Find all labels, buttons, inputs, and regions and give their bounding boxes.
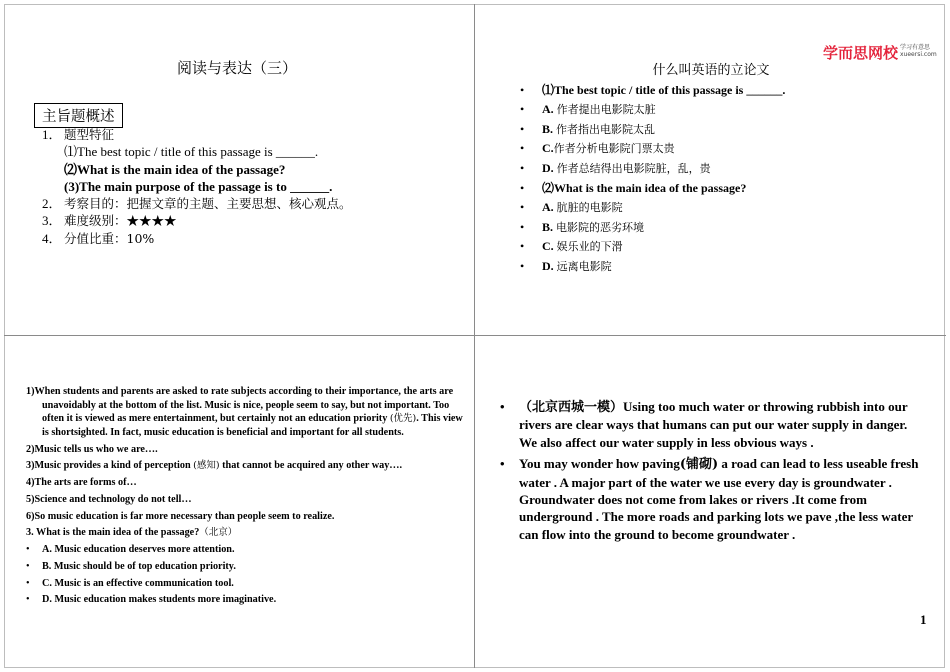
question-text: 3. What is the main idea of the passage?（北京） [26,527,238,539]
slide2-list [520,81,930,277]
slide1-item: 4． 分值比重：10% [42,230,155,246]
answer-options [26,543,464,607]
slide4-passage [500,398,920,547]
passage-paragraph: 6)So music education is far more necessary than people seem to realize. [26,510,335,522]
slide1-title: 阅读与表达（三） [176,59,297,77]
slide1-subitem: ⑵What is the main idea of the passage? [64,161,286,177]
passage-paragraph: 3)Music provides a kind of perception (感知) that cannot be acquired any other way…. [26,460,403,472]
answer-option: • A. Music education deserves more attention. [26,543,464,557]
list-item: • D. 远离电影院 [520,257,930,277]
list-item: • B. 作者指出电影院太乱 [520,120,930,140]
slide1-section-tag: 主旨题概述 [34,103,123,128]
passage-bullet: • You may wonder how paving(铺砌) a road can lead to less useable fresh water . A major part of the water we use every day is groundwater . Groundwater does not come from lakes or rivers .It come from underground . The more roads and parking lots we pave ,the less water can flow into the ground to become groundwater . [500,455,920,543]
answer-option: • B. Music should be of top education priority. [26,560,464,574]
list-item: • C. 娱乐业的下滑 [520,237,930,257]
passage-paragraph: 5)Science and technology do not tell… [26,493,192,505]
answer-option: • D. Music education makes students more imaginative. [26,593,464,607]
brand-logo: 学而思网校 [823,44,899,62]
vertical-divider [474,4,475,668]
horizontal-divider [4,335,946,336]
list-item: • D. 作者总结得出电影院脏，乱，贵 [520,159,930,179]
list-item: • ⑵What is the main idea of the passage? [520,179,930,198]
list-item: • A. 作者提出电影院太脏 [520,100,930,120]
slide1-item: 1． 题型特征 [42,127,115,142]
slide1-list [42,126,462,247]
list-item: • B. 电影院的恶劣环境 [520,218,930,238]
slide1-subitem: ⑴The best topic / title of this passage is ______. [64,144,319,160]
passage-paragraph: 1)When students and parents are asked to rate subjects according to their importance, the arts are unavoidably at the bottom of the list. Music is nice, people seem to say, but not important. Too often it is viewed as mere entertainment, but certainly not an education priority (优先). This view is shortsighted. In fact, music education is beneficial and important for all students. [26,386,463,438]
slide1-item: 2． 考察目的：把握文章的主题、主要思想、核心观点。 [42,196,352,212]
list-item: • ⑴The best topic / title of this passage is ______. [520,81,930,100]
list-item: • A. 肮脏的电影院 [520,198,930,218]
passage-paragraph: 4)The arts are forms of… [26,477,137,489]
slide1-item: 3． 难度级别：★★★★ [42,213,177,229]
slide3-passage [26,385,464,610]
passage-bullet: • （北京西城一模）Using too much water or throwing rubbish into our rivers are clear ways that humans can put our water supply in danger. We also affect our water supply in less obvious ways . [500,398,920,451]
brand-logo-subtext: 学习有意思 xueersi.com [900,44,937,58]
slide2-title: 什么叫英语的立论文 [652,63,770,78]
slide1-subitem: (3)The main purpose of the passage is to ______. [64,178,333,194]
page-number: 1 [920,612,927,627]
list-item: • C.作者分析电影院门票太贵 [520,139,930,159]
passage-paragraph: 2)Music tells us who we are…. [26,443,158,455]
answer-option: • C. Music is an effective communication tool. [26,577,464,591]
